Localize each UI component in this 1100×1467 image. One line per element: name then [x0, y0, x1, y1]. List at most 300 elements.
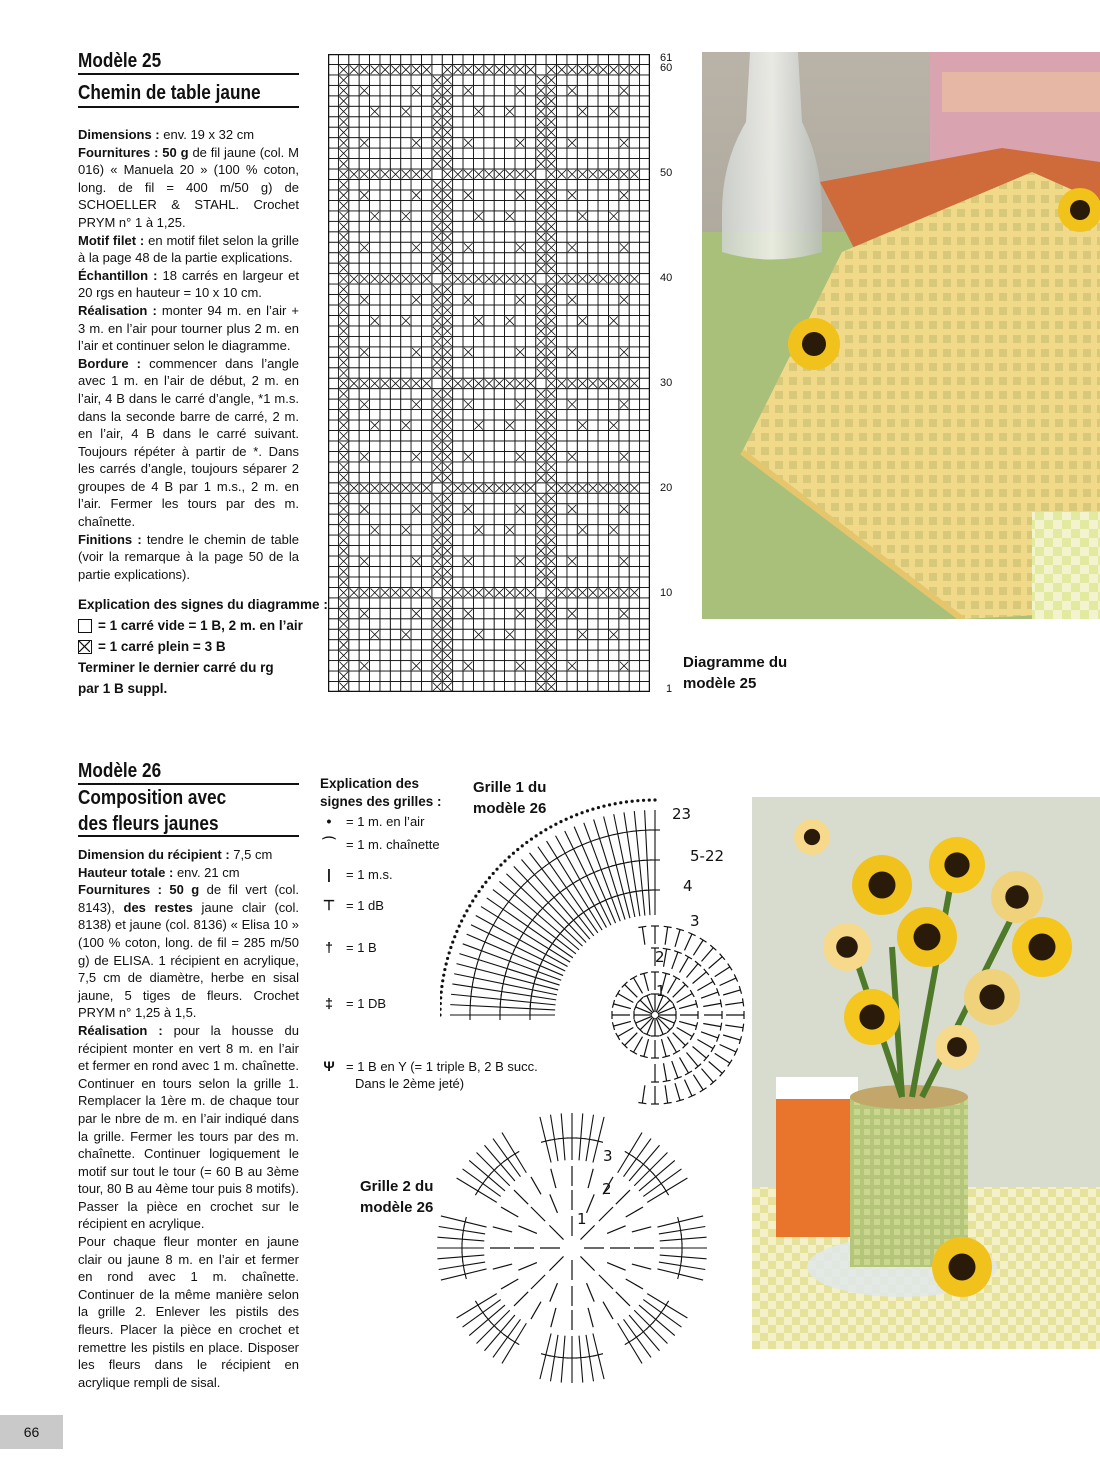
grid-cell: [421, 263, 431, 273]
filled-cell-mark: [433, 452, 441, 460]
grid-cell: [421, 138, 431, 148]
grid-cell: [463, 117, 473, 127]
filled-cell-mark: [620, 275, 628, 283]
filled-cell-mark: [339, 86, 347, 94]
filled-cell-mark: [443, 452, 451, 460]
filled-cell-mark: [485, 170, 493, 178]
grid-cell: [608, 200, 618, 210]
grid-cell: [567, 180, 577, 190]
stitch-mark: [693, 940, 703, 955]
row-number: 1: [666, 683, 673, 695]
grid-cell: [536, 378, 546, 388]
grid-cell: [390, 295, 400, 305]
model-25-instructions: [78, 126, 299, 583]
grid-cell: [557, 148, 567, 158]
filled-cell-mark: [547, 505, 555, 513]
grid-cell: [640, 180, 650, 190]
grid-cell: [453, 640, 463, 650]
chain-dot: [653, 798, 656, 801]
grid-cell: [598, 117, 608, 127]
chain-dot: [455, 930, 458, 933]
grid-cell: [359, 221, 369, 231]
grid-cell: [557, 200, 567, 210]
filled-cell-mark: [609, 170, 617, 178]
grid-cell: [463, 577, 473, 587]
grid-cell: [328, 608, 338, 618]
grid-cell: [401, 504, 411, 514]
grid-cell: [401, 608, 411, 618]
filled-cell-mark: [339, 76, 347, 84]
filled-cell-mark: [433, 358, 441, 366]
grid-cell: [557, 211, 567, 221]
stitch-mark: [531, 1207, 545, 1221]
chain-dot: [445, 962, 448, 965]
grid-cell: [473, 368, 483, 378]
stitch-mark: [644, 1039, 649, 1056]
grid-cell: [411, 650, 421, 660]
filled-cell-mark: [547, 620, 555, 628]
grid-cell: [463, 514, 473, 524]
stitch-mark: [715, 1053, 730, 1063]
grid-cell: [390, 117, 400, 127]
stitch-mark: [586, 1335, 593, 1381]
grid-cell: [401, 441, 411, 451]
grid-cell: [359, 493, 369, 503]
stitch-mark: [576, 1357, 586, 1358]
filled-cell-mark: [516, 348, 524, 356]
filled-cell-mark: [589, 588, 597, 596]
grid-cell: [494, 671, 504, 681]
filled-cell-mark: [516, 588, 524, 596]
grid-cell: [349, 493, 359, 503]
grid-cell: [525, 462, 535, 472]
stitch-mark: [659, 1226, 705, 1233]
grid-cell: [515, 148, 525, 158]
grid-cell: [588, 556, 598, 566]
grid-cell: [453, 106, 463, 116]
grid-cell: [484, 368, 494, 378]
filled-cell-mark: [433, 390, 441, 398]
stitch-mark: [518, 1226, 536, 1234]
chain-dot: [442, 974, 445, 977]
grid-cell: [463, 54, 473, 64]
grid-cell: [525, 159, 535, 169]
chain-dot: [559, 820, 562, 823]
grid-cell: [463, 441, 473, 451]
grid-cell: [453, 410, 463, 420]
filled-cell-mark: [360, 296, 368, 304]
grid-cell: [349, 619, 359, 629]
grid-cell: [463, 462, 473, 472]
grid-cell: [473, 535, 483, 545]
grid-cell: [525, 368, 535, 378]
grid-cell: [505, 441, 515, 451]
flower-center: [1029, 934, 1056, 961]
grid-cell: [505, 640, 515, 650]
filled-cell-mark: [433, 191, 441, 199]
filled-cell-mark: [443, 222, 451, 230]
grid-cell: [359, 462, 369, 472]
chain-dot: [597, 806, 600, 809]
grid-cell: [328, 253, 338, 263]
grid-cell: [473, 96, 483, 106]
grid-cell: [588, 180, 598, 190]
filled-cell-mark: [537, 557, 545, 565]
grid-cell: [473, 472, 483, 482]
filled-cell-mark: [391, 484, 399, 492]
chain-dot: [488, 876, 491, 879]
filled-cell-mark: [537, 641, 545, 649]
stitch-mark: [638, 1103, 646, 1104]
grid-cell: [598, 619, 608, 629]
flower-center: [804, 829, 820, 845]
grid-cell: [505, 221, 515, 231]
grid-cell: [629, 535, 639, 545]
grid-cell: [515, 357, 525, 367]
grid-cell: [494, 661, 504, 671]
grid-cell: [640, 368, 650, 378]
grid-cell: [598, 138, 608, 148]
grid-cell: [421, 326, 431, 336]
stitch-mark: [703, 1024, 721, 1027]
filled-cell-mark: [443, 484, 451, 492]
grid-cell: [390, 284, 400, 294]
instruction-paragraph: Finitions : tendre le chemin de table (voir la remarque à la page 50 de la partie explications).: [78, 531, 299, 582]
grid-cell: [411, 566, 421, 576]
filled-cell-mark: [360, 65, 368, 73]
stitch-mark: [531, 1275, 545, 1289]
grid-cell: [629, 556, 639, 566]
grid-cell: [598, 682, 608, 692]
grid-cell: [536, 587, 546, 597]
grid-cell: [525, 138, 535, 148]
grid-cell: [557, 420, 567, 430]
filled-cell-mark: [433, 599, 441, 607]
filled-cell-mark: [443, 369, 451, 377]
chain-dot: [484, 881, 487, 884]
grid-cell: [619, 535, 629, 545]
grid-cell: [598, 242, 608, 252]
grid-cell: [557, 504, 567, 514]
grid-cell: [453, 180, 463, 190]
grid-cell: [349, 54, 359, 64]
grid-cell: [349, 190, 359, 200]
stitch-mark: [641, 830, 651, 831]
grid-cell: [380, 75, 390, 85]
chain-dot: [492, 872, 495, 875]
grid-cell: [525, 629, 535, 639]
grid-cell: [473, 232, 483, 242]
grid-cell: [453, 650, 463, 660]
grid-cell: [390, 242, 400, 252]
grid-cell: [505, 577, 515, 587]
filled-cell-mark: [485, 484, 493, 492]
grid-cell: [598, 211, 608, 221]
filled-cell-mark: [537, 651, 545, 659]
stitch-mark: [664, 1103, 672, 1104]
filled-cell-mark: [464, 86, 472, 94]
grid-cell: [421, 640, 431, 650]
grid-cell: [453, 682, 463, 692]
stitch-mark: [634, 978, 643, 994]
grid-cell: [598, 661, 608, 671]
stitch-mark: [679, 1021, 696, 1026]
grid-cell: [411, 410, 421, 420]
stitch-mark: [616, 990, 620, 997]
filled-cell-mark: [495, 379, 503, 387]
grid-cell: [588, 242, 598, 252]
grid-cell: [421, 315, 431, 325]
grid-cell: [421, 389, 431, 399]
grid-cell: [577, 671, 587, 681]
grid-cell: [473, 326, 483, 336]
filled-cell-mark: [433, 181, 441, 189]
grid-cell: [494, 640, 504, 650]
grid-cell: [515, 462, 525, 472]
filled-cell-mark: [568, 86, 576, 94]
chain-dot: [458, 925, 461, 928]
grid-cell: [629, 608, 639, 618]
grid-cell: [453, 138, 463, 148]
grid-cell: [619, 525, 629, 535]
grid-cell: [453, 608, 463, 618]
grid-1-label: Grille 1 du modèle 26: [473, 779, 547, 817]
chain-dot: [481, 885, 484, 888]
grid-cell: [515, 671, 525, 681]
filled-cell-mark: [443, 505, 451, 513]
grid-cell: [567, 315, 577, 325]
grid-cell: [380, 263, 390, 273]
grid-cell: [505, 504, 515, 514]
grid-cell: [525, 451, 535, 461]
grid-cell: [349, 326, 359, 336]
grid-cell: [515, 117, 525, 127]
grid-cell: [588, 598, 598, 608]
grid-cell: [390, 127, 400, 137]
filled-cell-mark: [433, 400, 441, 408]
legend-full-square: = 1 carré plein = 3 B: [78, 636, 328, 657]
filled-cell-mark: [339, 630, 347, 638]
grid-cell: [619, 650, 629, 660]
filled-cell-mark: [443, 275, 451, 283]
filled-cell-mark: [547, 452, 555, 460]
stitch-mark: [697, 982, 713, 991]
grid-cell: [380, 389, 390, 399]
grid-cell: [328, 211, 338, 221]
grid-cell: [588, 336, 598, 346]
grid-cell: [567, 200, 577, 210]
grid-cell: [390, 451, 400, 461]
filled-cell-mark: [630, 170, 638, 178]
grid-cell: [505, 232, 515, 242]
grid-cell: [411, 200, 421, 210]
filled-cell-mark: [568, 400, 576, 408]
grid-cell: [463, 357, 473, 367]
stitch-mark: [665, 1085, 668, 1103]
grid-cell: [401, 671, 411, 681]
filled-cell-mark: [339, 620, 347, 628]
grid-cell: [421, 431, 431, 441]
grid-cell: [359, 159, 369, 169]
chain-dot: [631, 800, 634, 803]
grid-cell: [525, 190, 535, 200]
grid-cell: [608, 159, 618, 169]
grid-cell: [349, 117, 359, 127]
filled-cell-mark: [339, 557, 347, 565]
grid-cell: [619, 493, 629, 503]
grid-cell: [390, 619, 400, 629]
filled-cell-mark: [339, 149, 347, 157]
grid-cell: [359, 284, 369, 294]
grid-cell: [567, 514, 577, 524]
grid-cell: [453, 472, 463, 482]
filled-cell-mark: [433, 128, 441, 136]
grid-cell: [494, 85, 504, 95]
grid-cell: [359, 629, 369, 639]
filled-cell-mark: [537, 149, 545, 157]
grid-cell: [390, 159, 400, 169]
grid-cell: [421, 556, 431, 566]
grid-cell: [349, 200, 359, 210]
grid-1-round-mark: 1: [656, 982, 666, 1000]
grid-cell: [380, 85, 390, 95]
grid-cell: [473, 556, 483, 566]
filled-cell-mark: [537, 327, 545, 335]
grid-cell: [380, 295, 390, 305]
grid-cell: [567, 462, 577, 472]
grid-cell: [349, 514, 359, 524]
grid-cell: [484, 556, 494, 566]
chain-dot: [591, 808, 594, 811]
grid-cell: [349, 75, 359, 85]
stitch-mark: [531, 1302, 541, 1319]
grid-cell: [494, 410, 504, 420]
filled-cell-mark: [558, 588, 566, 596]
grid-cell: [401, 598, 411, 608]
filled-cell-mark: [620, 588, 628, 596]
grid-cell: [473, 431, 483, 441]
chain-dot: [449, 946, 452, 949]
chain-dot: [525, 841, 528, 844]
filled-cell-mark: [609, 588, 617, 596]
filled-cell-mark: [443, 306, 451, 314]
grid-cell: [525, 263, 535, 273]
filled-cell-mark: [474, 170, 482, 178]
grid-cell: [608, 85, 618, 95]
grid-cell: [577, 284, 587, 294]
grid-cell: [629, 566, 639, 576]
filled-cell-mark: [443, 160, 451, 168]
grid-cell: [598, 368, 608, 378]
grid-cell: [380, 546, 390, 556]
stitch-mark: [673, 976, 680, 980]
grid-cell: [557, 431, 567, 441]
filled-cell-mark: [339, 264, 347, 272]
grid-cell: [421, 577, 431, 587]
grid-cell: [390, 682, 400, 692]
double-b-icon: ‡: [325, 995, 333, 1011]
grid-cell: [598, 263, 608, 273]
grid-cell: [494, 368, 504, 378]
grid-cell: [577, 546, 587, 556]
row-number: 61: [660, 52, 673, 64]
filled-cell-mark: [537, 128, 545, 136]
stitch-mark: [480, 1308, 486, 1316]
grid-cell: [380, 451, 390, 461]
grid-cell: [484, 315, 494, 325]
chain-dot: [453, 935, 456, 938]
grid-cell: [557, 232, 567, 242]
grid-cell: [515, 441, 525, 451]
grid-cell: [411, 514, 421, 524]
grid-cell: [359, 546, 369, 556]
filled-cell-mark: [630, 65, 638, 73]
grid-cell: [421, 295, 431, 305]
filled-cell-mark: [464, 379, 472, 387]
grid-cell: [629, 75, 639, 85]
grid-cell: [640, 200, 650, 210]
grid-cell: [370, 347, 380, 357]
model-25-label: Modèle 25: [78, 50, 162, 72]
grid-cell: [588, 577, 598, 587]
grid-cell: [370, 451, 380, 461]
grid-cell: [494, 504, 504, 514]
grid-cell: [484, 242, 494, 252]
diagram-caption: Diagramme du modèle 25: [683, 654, 788, 692]
grid-cell: [328, 535, 338, 545]
grid-cell: [359, 389, 369, 399]
grid-cell: [359, 566, 369, 576]
stitch-mark: [471, 982, 473, 992]
stitch-mark: [500, 905, 506, 913]
filled-cell-mark: [474, 212, 482, 220]
filled-cell-mark: [547, 379, 555, 387]
grid-cell: [608, 232, 618, 242]
grid-cell: [359, 54, 369, 64]
grid-cell: [484, 399, 494, 409]
grid-cell: [359, 535, 369, 545]
grid-cell: [567, 629, 577, 639]
grid-cell: [640, 336, 650, 346]
filled-cell-mark: [547, 139, 555, 147]
grid-cell: [463, 180, 473, 190]
instruction-paragraph: Bordure : commencer dans l’angle avec 1 m. en l’air de début, 2 m. en l’air, 4 B dans le carré d’angle, *1 m.s. dans la seconde barre de carré, 2 m. en l’air, 4 B dans le carré suivant. Toujours répéter à partir de *. Dans les carrés d’angle, toujours séparer 2 groupes de 4 B par 1 m.s., 2 m. en l’air. Fermer les tours par des m. chaînette.: [78, 355, 299, 530]
filled-cell-mark: [433, 651, 441, 659]
grid-cell: [598, 410, 608, 420]
filled-cell-mark: [568, 662, 576, 670]
filled-cell-mark: [537, 160, 545, 168]
filled-cell-mark: [412, 662, 420, 670]
grid-cell: [567, 546, 577, 556]
grid-cell: [577, 117, 587, 127]
grid-cell: [505, 671, 515, 681]
filled-cell-mark: [339, 547, 347, 555]
filled-cell-mark: [443, 170, 451, 178]
grid-cell: [557, 514, 567, 524]
grid-cell: [390, 326, 400, 336]
grid-cell: [608, 566, 618, 576]
grid-cell: [411, 159, 421, 169]
grid-cell: [598, 347, 608, 357]
chain-dot: [440, 996, 442, 999]
grid-cell: [608, 190, 618, 200]
stitch-mark: [743, 998, 744, 1006]
grid-cell: [349, 315, 359, 325]
filled-cell-mark: [537, 348, 545, 356]
filled-cell-mark: [443, 128, 451, 136]
filled-cell-mark: [412, 243, 420, 251]
grid-cell: [505, 514, 515, 524]
